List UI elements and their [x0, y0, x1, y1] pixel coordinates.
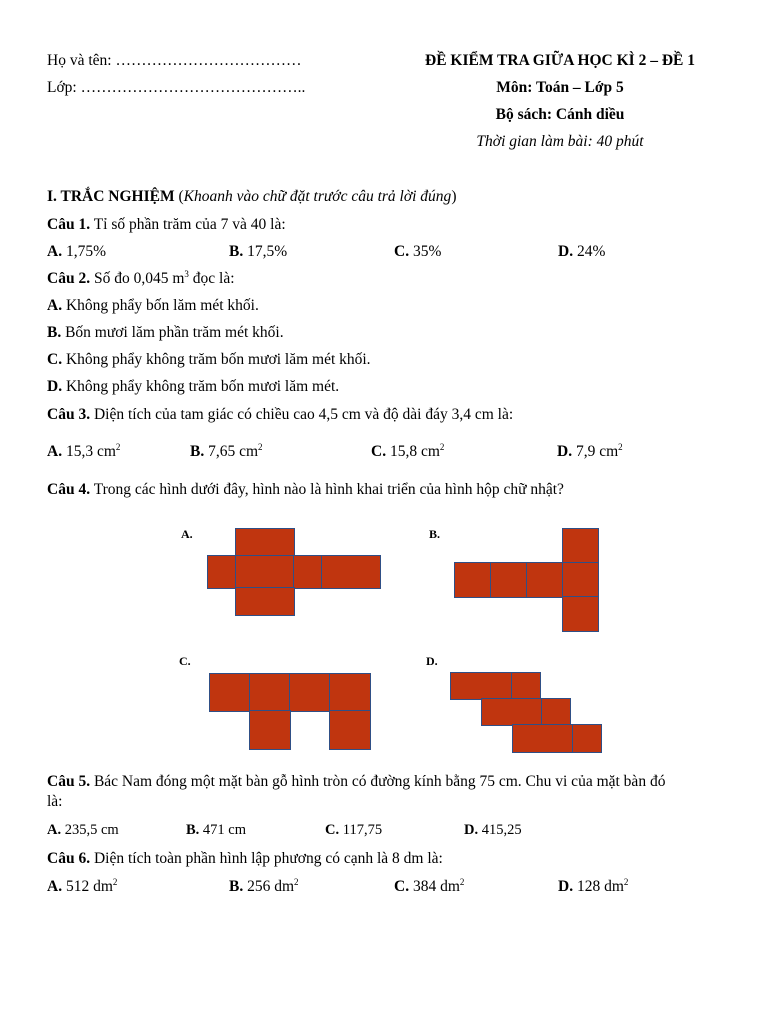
option-text: 35%	[412, 243, 442, 260]
question-number: Câu 1.	[47, 216, 91, 233]
q5-option-b[interactable]	[186, 822, 246, 839]
option-text: Không phẩy bốn lăm mét khối.	[65, 297, 259, 314]
superscript: 2	[439, 442, 445, 452]
question-number: Câu 5.	[47, 773, 91, 790]
superscript: 2	[618, 442, 623, 452]
superscript: 2	[115, 442, 121, 452]
superscript: 3	[184, 269, 189, 279]
question-number: Câu 2.	[47, 270, 91, 287]
question-text: Tỉ số phần trăm của 7 và 40 là:	[93, 216, 286, 233]
q1-option-c[interactable]	[394, 243, 441, 261]
q1-option-a[interactable]	[47, 243, 106, 261]
q6-option-b[interactable]	[229, 878, 299, 896]
time-line: Thời gian làm bài: 40 phút	[476, 133, 644, 150]
net-face	[235, 555, 295, 589]
q1-option-d[interactable]	[558, 243, 605, 261]
class-field-label: Lớp: ……………………………………..	[47, 79, 306, 96]
option-text: 24%	[576, 243, 606, 260]
q3-option-b[interactable]	[190, 443, 263, 461]
net-face	[562, 596, 599, 632]
q2-option-a[interactable]	[47, 297, 259, 315]
superscript: 2	[623, 877, 629, 887]
option-text: 471 cm	[202, 822, 247, 838]
option-letter: C.	[47, 351, 63, 368]
question-6	[47, 850, 443, 868]
question-text: Trong các hình dưới đây, hình nào là hình khai triển của hình hộp chữ nhật?	[93, 481, 564, 498]
subject-line: Môn: Toán – Lớp 5	[496, 79, 624, 96]
option-letter: D.	[558, 878, 574, 895]
net-face	[541, 698, 571, 726]
option-text: 128 dm	[576, 878, 624, 895]
question-3	[47, 406, 513, 424]
superscript: 2	[258, 442, 263, 452]
q3-option-a[interactable]	[47, 443, 120, 461]
option-letter: B.	[229, 243, 244, 260]
name-field-label: Họ và tên: ………………………………	[47, 52, 302, 69]
q1-option-b[interactable]	[229, 243, 287, 261]
net-face	[235, 587, 295, 616]
question-5	[47, 773, 665, 791]
question-text: Diện tích của tam giác có chiều cao 4,5 cm và độ dài đáy 3,4 cm là:	[93, 406, 514, 423]
section-heading: I. TRẮC NGHIỆM (Khoanh vào chữ đặt trước câu trả lời đúng)	[47, 188, 457, 205]
option-text: 7,9 cm	[575, 443, 619, 460]
option-text: 17,5%	[247, 243, 288, 260]
net-face	[454, 562, 492, 598]
net-face	[249, 710, 291, 750]
option-letter: A.	[47, 878, 63, 895]
option-letter: D.	[464, 822, 479, 838]
option-text: Không phẩy không trăm bốn mươi lăm mét.	[65, 378, 340, 395]
option-letter: D.	[557, 443, 573, 460]
option-text: 1,75%	[65, 243, 106, 260]
option-letter: A.	[47, 243, 63, 260]
question-1	[47, 216, 286, 234]
question-number: Câu 6.	[47, 850, 91, 867]
q3-option-d[interactable]	[557, 443, 623, 461]
net-face	[490, 562, 528, 598]
net-face	[512, 724, 574, 753]
option-text: 117,75	[342, 822, 383, 838]
section-instruction: Khoanh vào chữ đặt trước câu trả lời đúng	[183, 188, 452, 205]
net-face	[562, 562, 599, 598]
option-text: 512 dm	[65, 878, 113, 895]
net-face	[293, 555, 323, 589]
superscript: 2	[294, 877, 299, 887]
question-5-line2: là:	[47, 793, 63, 810]
option-letter: B.	[229, 878, 244, 895]
option-text: 7,65 cm	[208, 443, 259, 460]
net-face	[329, 673, 371, 712]
option-text: 415,25	[481, 822, 522, 838]
net-face	[321, 555, 381, 589]
q6-option-d[interactable]	[558, 878, 628, 896]
net-face	[329, 710, 371, 750]
question-number: Câu 3.	[47, 406, 91, 423]
section-title: I. TRẮC NGHIỆM	[47, 188, 175, 205]
net-face	[526, 562, 564, 598]
superscript: 2	[459, 877, 465, 887]
option-text: Bốn mươi lăm phần trăm mét khối.	[65, 324, 284, 341]
q3-option-c[interactable]	[371, 443, 444, 461]
superscript: 2	[112, 877, 118, 887]
book-line: Bộ sách: Cánh diều	[495, 106, 625, 123]
q5-option-c[interactable]	[325, 822, 382, 839]
option-letter: B.	[186, 822, 200, 838]
q2-option-d[interactable]	[47, 378, 339, 396]
net-face	[207, 555, 237, 589]
option-text: 235,5 cm	[64, 822, 119, 838]
question-2	[47, 270, 235, 288]
option-letter: B.	[190, 443, 205, 460]
net-face	[235, 528, 295, 556]
net-face	[562, 528, 599, 564]
q5-option-a[interactable]	[47, 822, 119, 839]
option-letter: A.	[47, 443, 63, 460]
question-text: Bác Nam đóng một mặt bàn gỗ hình tròn có đường kính bằng 75 cm. Chu vi của mặt bàn đó	[93, 773, 666, 790]
question-4	[47, 481, 564, 499]
exam-title: ĐỀ KIỂM TRA GIỮA HỌC KÌ 2 – ĐỀ 1	[425, 52, 695, 69]
figure-d-label: D.	[426, 654, 438, 668]
figure-b-label: B.	[429, 527, 441, 541]
question-number: Câu 4.	[47, 481, 91, 498]
q2-option-b[interactable]	[47, 324, 284, 342]
net-face	[249, 673, 291, 712]
option-letter: D.	[47, 378, 63, 395]
q6-option-c[interactable]	[394, 878, 464, 896]
q5-option-d[interactable]	[464, 822, 522, 839]
question-text: Số đo 0,045 m	[93, 270, 185, 287]
option-letter: C.	[394, 243, 410, 260]
option-letter: C.	[394, 878, 410, 895]
option-letter: A.	[47, 822, 62, 838]
option-text: 15,3 cm	[65, 443, 116, 460]
option-letter: D.	[558, 243, 574, 260]
question-text: Diện tích toàn phần hình lập phương có cạnh là 8 dm là:	[93, 850, 443, 867]
q6-option-a[interactable]	[47, 878, 117, 896]
option-text: 384 dm	[412, 878, 460, 895]
option-letter: A.	[47, 297, 63, 314]
q2-option-c[interactable]	[47, 351, 371, 369]
net-face	[511, 672, 541, 700]
net-face	[572, 724, 602, 753]
net-face	[289, 673, 331, 712]
net-face	[481, 698, 543, 726]
figure-a-label: A.	[181, 527, 193, 541]
net-face	[450, 672, 513, 700]
figure-c-label: C.	[179, 654, 191, 668]
option-letter: B.	[47, 324, 62, 341]
option-letter: C.	[325, 822, 340, 838]
option-letter: C.	[371, 443, 387, 460]
option-text: 256 dm	[247, 878, 295, 895]
question-text-tail: đọc là:	[188, 270, 235, 287]
net-face	[209, 673, 251, 712]
option-text: 15,8 cm	[389, 443, 440, 460]
option-text: Không phẩy không trăm bốn mươi lăm mét khối.	[65, 351, 371, 368]
